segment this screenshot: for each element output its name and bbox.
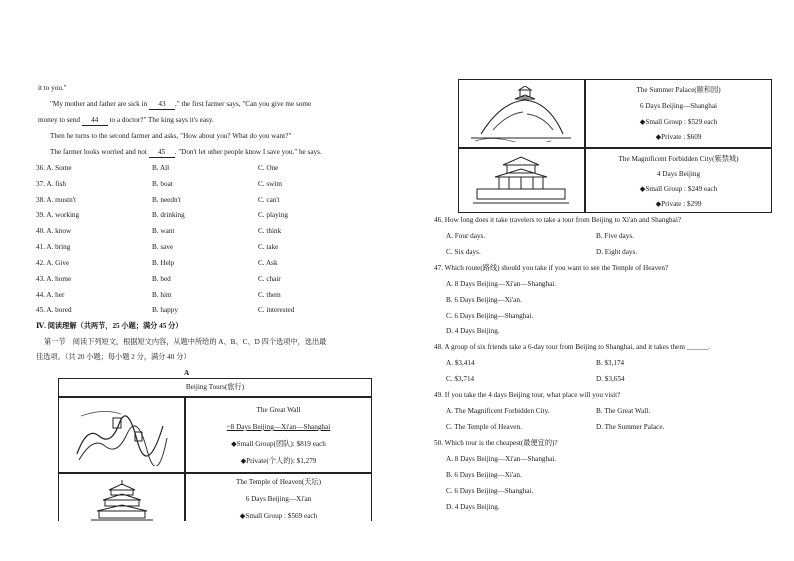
passage-text-top: it to you."	[38, 84, 67, 92]
choice-39-a[interactable]: 39. A. working	[36, 211, 80, 219]
temple-of-heaven-image-cell	[59, 473, 185, 521]
tour-group-summer-palace: ◆Small Group : $529 each	[639, 118, 718, 126]
forbidden-city-icon	[473, 155, 569, 207]
tour-private-summer-palace: ◆Private : $609	[655, 133, 702, 141]
option-50-a[interactable]: A. 8 Days Beijing—Xi'an—Shanghai.	[446, 455, 557, 463]
option-46-b[interactable]: B. Five days.	[596, 232, 634, 240]
temple-of-heaven-info-cell	[185, 473, 371, 521]
option-48-b[interactable]: B. $3,174	[596, 359, 625, 367]
tour-name-summer-palace: The Summer Palace(颐和园)	[636, 86, 721, 94]
summer-palace-image-cell	[459, 80, 585, 148]
choice-36-a[interactable]: 36. A. Some	[36, 164, 72, 172]
tour-route-summer-palace: 6 Days Beijing—Shanghai	[639, 102, 718, 110]
option-46-d[interactable]: D. Eight days.	[596, 248, 638, 256]
choice-41-c[interactable]: C. take	[258, 243, 279, 251]
choice-43-b[interactable]: B. bed	[152, 275, 171, 283]
option-48-c[interactable]: C. $3,714	[446, 375, 475, 383]
passage-paragraph-1: "My mother and father are sick in 43 ," the first farmer says, "Can you give me some	[50, 100, 312, 108]
choice-39-c[interactable]: C. playing	[258, 211, 288, 219]
passage-label: A	[184, 369, 190, 377]
blank-43[interactable]: 43	[149, 100, 175, 110]
choice-45-a[interactable]: 45. A. bored	[36, 306, 72, 314]
instructions-line-1: 第一节 阅读下列短文，根据短文内容，从题中所给的 A、B、C、D 四个选项中，选出最	[44, 338, 327, 346]
choice-36-c[interactable]: C. One	[258, 164, 279, 172]
question-48-stem: 48. A group of six friends take a 6-day tour from Beijing to Shanghai, and it takes them ______.	[434, 343, 711, 351]
tour-private-forbidden-city: ◆Private : $299	[655, 200, 702, 208]
great-wall-info-cell	[185, 397, 371, 473]
question-47-stem: 47. Which route(路线) should you take if you want to see the Temple of Heaven?	[434, 264, 669, 272]
tour-name-forbidden-city: The Magnificent Forbidden City(紫禁城)	[618, 155, 739, 163]
choice-45-c[interactable]: C. interested	[258, 306, 295, 314]
passage-paragraph-2: Then he turns to the second farmer and asks, "How about you? What do you want?"	[50, 132, 292, 140]
choice-38-a[interactable]: 38. A. mustn't	[36, 196, 77, 204]
tour-private-great-wall: ◆Private(个人的): $1,279	[240, 457, 317, 465]
option-46-a[interactable]: A. Four days.	[446, 232, 486, 240]
option-48-d[interactable]: D. $3,654	[596, 375, 625, 383]
summer-palace-icon	[471, 86, 571, 142]
question-46-stem: 46. How long does it take travelers to take a tour from Beijing to Xi'an and Shanghai?	[434, 216, 682, 224]
option-49-d[interactable]: D. The Summer Palace.	[596, 423, 665, 431]
choice-45-b[interactable]: B. happy	[152, 306, 178, 314]
tour-route-great-wall: ~8 Days Beijing—Xi'an—Shanghai	[226, 423, 331, 431]
choice-43-a[interactable]: 43. A. home	[36, 275, 72, 283]
option-49-b[interactable]: B. The Great Wall.	[596, 407, 651, 415]
question-49-stem: 49. If you take the 4 days Beijing tour, what place will you visit?	[434, 391, 621, 399]
passage-paragraph-1-cont: money to send 44 to a doctor?" The king says it's easy.	[38, 116, 214, 124]
choice-37-b[interactable]: B. boat	[152, 180, 173, 188]
choice-37-a[interactable]: 37. A. fish	[36, 180, 66, 188]
choice-44-c[interactable]: C. them	[258, 291, 281, 299]
passage-paragraph-3: The farmer looks worried and not 45 . "Don't let other people know I save you." he says.	[50, 148, 322, 156]
choice-41-a[interactable]: 41. A. bring	[36, 243, 71, 251]
choice-43-c[interactable]: C. chair	[258, 275, 281, 283]
tour-name-great-wall: The Great Wall	[256, 406, 301, 414]
choice-38-b[interactable]: B. needn't	[152, 196, 181, 204]
option-50-b[interactable]: B. 6 Days Beijing—Xi'an.	[446, 471, 522, 479]
option-50-c[interactable]: C. 6 Days Beijing—Shanghai.	[446, 487, 534, 495]
tour-name-temple-of-heaven: The Temple of Heaven(天坛)	[236, 478, 321, 486]
choice-44-b[interactable]: B. him	[152, 291, 172, 299]
choice-42-a[interactable]: 42. A. Give	[36, 259, 70, 267]
table-title: Beijing Tours(旅行)	[185, 383, 245, 391]
choice-44-a[interactable]: 44. A. her	[36, 291, 65, 299]
tours-table-left	[58, 378, 372, 521]
option-47-b[interactable]: B. 6 Days Beijing—Xi'an.	[446, 296, 522, 304]
option-49-c[interactable]: C. The Temple of Heaven.	[446, 423, 522, 431]
choice-39-b[interactable]: B. drinking	[152, 211, 185, 219]
option-50-d[interactable]: D. 4 Days Beijing.	[446, 503, 500, 511]
choice-37-c[interactable]: C. swim	[258, 180, 282, 188]
choice-40-a[interactable]: 40. A. know	[36, 227, 72, 235]
tour-group-temple-of-heaven: ◆Small Group : $569 each	[239, 512, 318, 520]
choice-42-c[interactable]: C. Ask	[258, 259, 278, 267]
forbidden-city-info-cell	[585, 148, 771, 212]
blank-45[interactable]: 45	[149, 148, 175, 158]
question-50-stem: 50. Which tour is the cheapest(最便宜的)?	[434, 439, 558, 447]
choice-42-b[interactable]: B. Help	[152, 259, 175, 267]
instructions-line-2: 佳选项。（共 20 小题；每小题 2 分，满分 40 分）	[36, 353, 191, 361]
option-47-c[interactable]: C. 6 Days Beijing—Shanghai.	[446, 312, 534, 320]
tour-group-great-wall: ◆Small Group(团队): $819 each	[231, 440, 326, 448]
great-wall-image-cell	[59, 397, 185, 473]
blank-44[interactable]: 44	[82, 116, 108, 126]
section-title: Ⅳ. 阅读理解（共两节，25 小题；满分 45 分）	[36, 322, 183, 330]
tour-route-temple-of-heaven: 6 Days Beijing—Xi'an	[245, 495, 312, 503]
choice-36-b[interactable]: B. All	[152, 164, 170, 172]
choice-41-b[interactable]: B. save	[152, 243, 174, 251]
tour-group-forbidden-city: ◆Small Group : $249 each	[639, 185, 718, 193]
tour-route-forbidden-city: 4 Days Beijing	[656, 170, 701, 178]
choice-40-b[interactable]: B. want	[152, 227, 175, 235]
temple-of-heaven-icon	[89, 480, 155, 522]
tours-table-right	[458, 79, 772, 213]
option-47-d[interactable]: D. 4 Days Beijing.	[446, 327, 500, 335]
great-wall-icon	[73, 406, 171, 466]
table-title-cell	[59, 379, 371, 397]
choice-40-c[interactable]: C. think	[258, 227, 282, 235]
forbidden-city-image-cell	[459, 148, 585, 212]
choice-38-c[interactable]: C. can't	[258, 196, 280, 204]
option-49-a[interactable]: A. The Magnificent Forbidden City.	[446, 407, 550, 415]
option-48-a[interactable]: A. $3,414	[446, 359, 475, 367]
option-46-c[interactable]: C. Six days.	[446, 248, 481, 256]
option-47-a[interactable]: A. 8 Days Beijing—Xi'an—Shanghai.	[446, 280, 557, 288]
summer-palace-info-cell	[585, 80, 771, 148]
